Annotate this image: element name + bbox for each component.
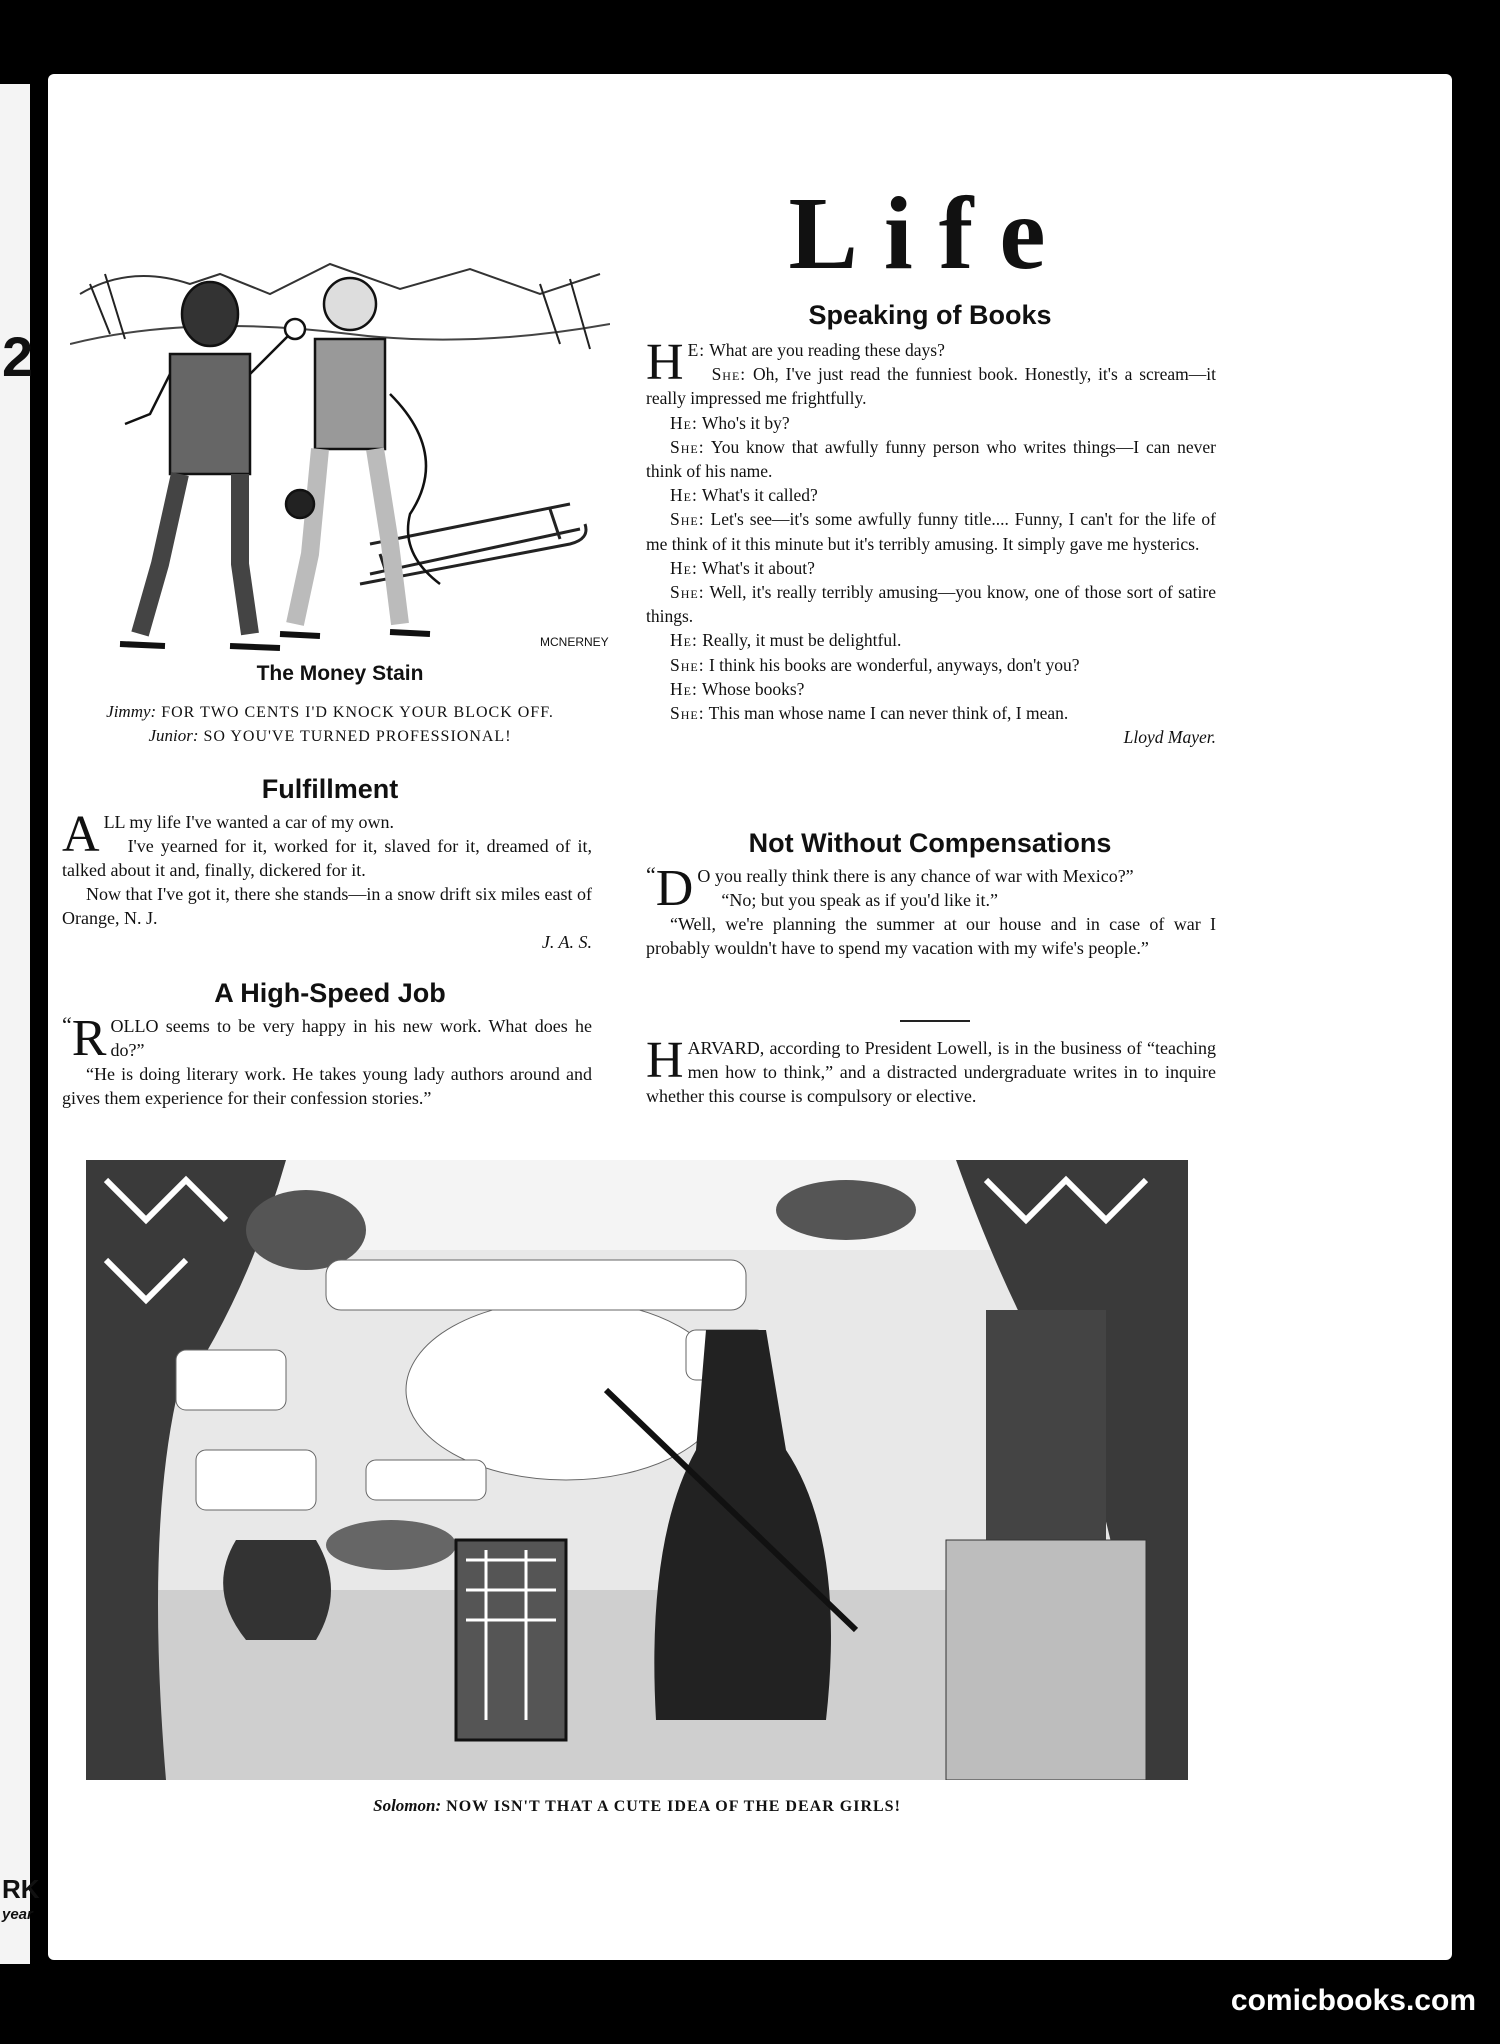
speaker: He: xyxy=(670,678,698,699)
compensations-title: Not Without Compensations xyxy=(748,828,1112,858)
speaker: E: xyxy=(687,340,706,360)
highspeed-text xyxy=(62,1010,592,1110)
dialogue-line: This man whose name I can never think of, I mean. xyxy=(708,703,1069,724)
books-dialogue xyxy=(646,334,1217,749)
dialogue-line: Let's see—it's some awfully funny title.... Funny, I can't for the life of me think of it this minute but it's terribly amusing. It simply gave me hysterics. xyxy=(646,509,1216,554)
compensations-p2: “No; but you speak as if you'd like it.” xyxy=(721,890,999,910)
compensations-p3: “Well, we're planning the summer at our house and in case of war I probably wouldn't have to spend my vacation with my wife's people.” xyxy=(646,914,1216,958)
dialogue-line: You know that awfully funny person who writes things—I can never think of his name. xyxy=(646,436,1216,482)
speaker: He: xyxy=(670,485,698,506)
caption-text: NOW ISN'T THAT A CUTE IDEA OF THE DEAR GIRLS! xyxy=(446,1798,901,1815)
cartoon1-title: The Money Stain xyxy=(256,662,424,685)
speaker: She: xyxy=(711,364,747,385)
speaker: He: xyxy=(670,557,698,578)
dialogue-line: Well, it's really terribly amusing—you know, one of those sort of satire things. xyxy=(646,582,1216,627)
site-watermark: comicbooks.com xyxy=(1230,1984,1476,2017)
compensations-text xyxy=(646,860,1216,960)
harvard-paragraph: ARVARD, according to President Lowell, is in the business of “teaching men how to think,” and a distracted undergraduate writes in to inquire whether this course is compulsory or elective. xyxy=(646,1038,1216,1106)
highspeed-p1: OLLO seems to be very happy in his new work. What does he do?” xyxy=(110,1016,592,1060)
dialogue-line: Really, it must be delightful. xyxy=(702,630,902,651)
cartoon-signature: MCNERNEY xyxy=(540,635,609,649)
speaker: She: xyxy=(670,436,705,457)
cartoon1-caption-line2 xyxy=(60,724,600,749)
cartoon1-caption-line1 xyxy=(60,700,600,725)
speaker: She: xyxy=(670,509,705,530)
fulfillment-p2: I've yearned for it, worked for it, slaved for it, dreamed of it, talked about it and, finally, dickered for it. xyxy=(62,836,592,880)
adjacent-page-strip xyxy=(0,84,40,1964)
drop-cap: R xyxy=(71,1010,107,1067)
fulfillment-p3: Now that I've got it, there she stands—in a snow drift six miles east of Orange, N. J. xyxy=(62,884,592,928)
dialogue-line: What's it about? xyxy=(701,557,815,578)
highspeed-title: A High-Speed Job xyxy=(214,978,446,1008)
caption-speaker-junior: Junior: xyxy=(148,726,199,745)
books-signature: Lloyd Mayer. xyxy=(1123,727,1216,748)
dialogue-line: What are you reading these days? xyxy=(709,340,945,360)
strip-number: 2 xyxy=(2,325,34,388)
speaker: He: xyxy=(670,412,698,433)
harvard-text xyxy=(646,1032,1216,1108)
drop-cap: A xyxy=(62,806,100,863)
caption-text: FOR TWO CENTS I'D KNOCK YOUR BLOCK OFF. xyxy=(161,704,554,721)
dialogue-line: I think his books are wonderful, anyways, don't you? xyxy=(708,654,1080,675)
fulfillment-signature: J. A. S. xyxy=(541,932,592,952)
speaker: He: xyxy=(670,630,698,651)
fulfillment-p1: LL my life I've wanted a car of my own. xyxy=(103,812,395,832)
strip-subtext: year xyxy=(2,1906,33,1923)
caption-speaker-solomon: Solomon: xyxy=(373,1796,442,1815)
open-quote: “ xyxy=(62,1012,72,1037)
fulfillment-text xyxy=(62,806,592,954)
cartoon-boys-fighting xyxy=(70,254,610,664)
books-title: Speaking of Books xyxy=(808,300,1052,330)
cartoon2-caption xyxy=(86,1794,1188,1819)
dialogue-line: What's it called? xyxy=(701,485,818,506)
speaker: She: xyxy=(670,703,705,724)
caption-speaker-jimmy: Jimmy: xyxy=(106,702,157,721)
open-quote: “ xyxy=(646,862,656,887)
section-divider xyxy=(900,1020,970,1022)
masthead-life: Life xyxy=(788,176,1072,291)
drop-cap: H xyxy=(646,1032,684,1089)
dialogue-line: Whose books? xyxy=(701,678,805,699)
drop-cap: H xyxy=(646,334,684,391)
drop-cap: D xyxy=(655,860,694,917)
caption-text: SO YOU'VE TURNED PROFESSIONAL! xyxy=(203,728,512,745)
highspeed-p2: “He is doing literary work. He takes young lady authors around and gives them experience for their confession stories.” xyxy=(62,1064,592,1108)
fulfillment-title: Fulfillment xyxy=(261,774,399,804)
compensations-p1: O you really think there is any chance of war with Mexico?” xyxy=(697,866,1134,886)
dialogue-line: Who's it by? xyxy=(701,412,790,433)
speaker: She: xyxy=(670,582,705,603)
strip-text: RK xyxy=(2,1874,40,1904)
cartoon-solomon xyxy=(86,1160,1188,1780)
speaker: She: xyxy=(670,654,705,675)
dialogue-line: Oh, I've just read the funniest book. Honestly, it's a scream—it really impressed me frightfully. xyxy=(646,364,1217,409)
